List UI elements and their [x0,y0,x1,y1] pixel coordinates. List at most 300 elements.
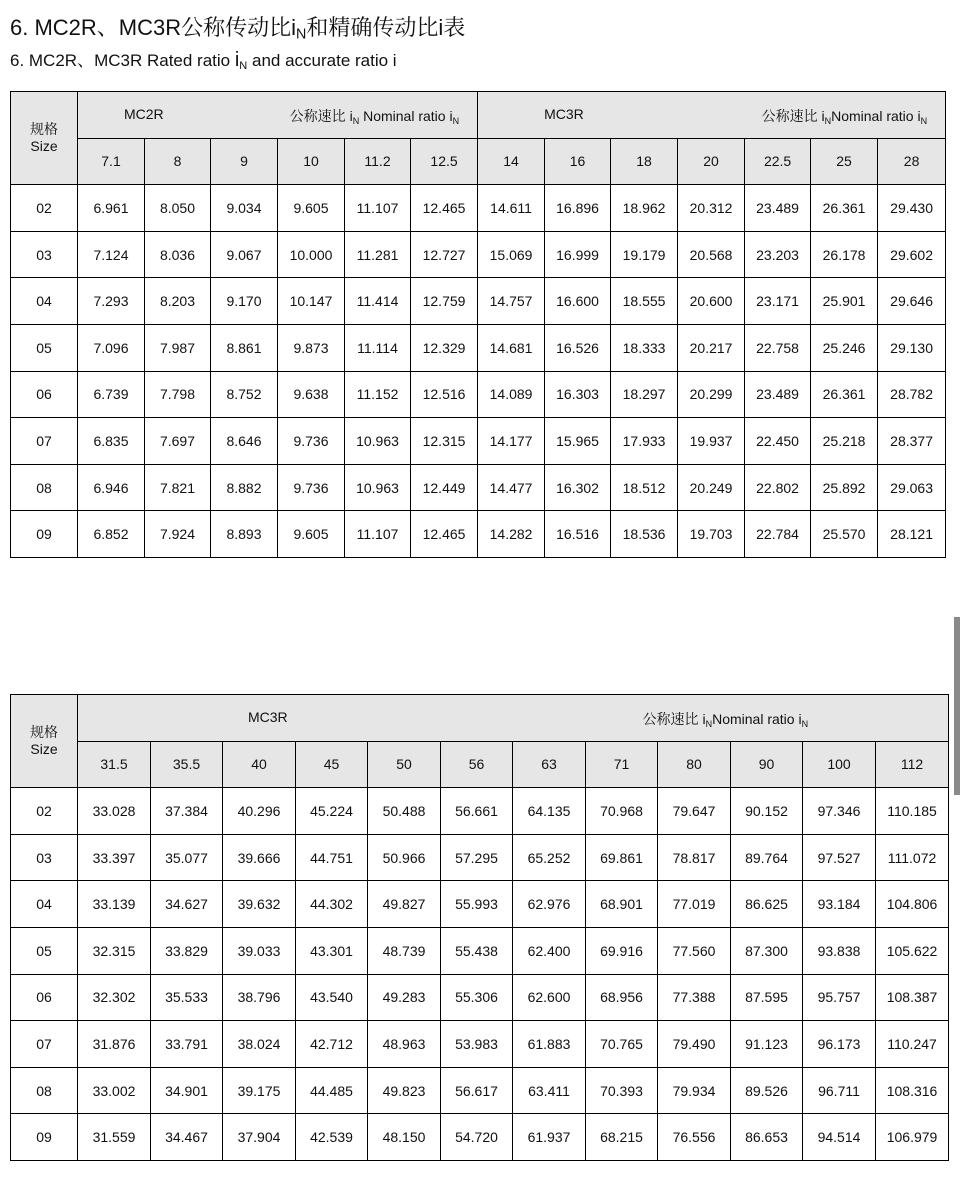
size-header [11,92,78,185]
ratio-value-cell: 68.901 [586,881,658,928]
ratio-value-cell: 11.414 [345,278,411,325]
series-label: MC3R [544,106,584,122]
ratio-value-cell: 9.067 [211,231,278,278]
ratio-value-cell: 31.559 [78,1114,151,1161]
series-label: MC3R [248,709,288,725]
ratio-value-cell: 28.121 [878,511,946,558]
ratio-value-cell: 108.316 [876,1067,949,1114]
ratio-value-cell: 8.752 [211,371,278,418]
ratio-value-cell: 69.861 [586,834,658,881]
nominal-en: Nominal ratio i [712,711,802,727]
ratio-value-cell: 93.838 [803,927,876,974]
ratio-value-cell: 18.297 [611,371,678,418]
ratio-value-cell: 48.963 [368,1021,441,1068]
ratio-value-cell: 25.901 [811,278,878,325]
ratio-value-cell: 86.653 [731,1114,803,1161]
size-label-cn: 规格 [30,724,58,741]
ratio-value-cell: 9.605 [278,185,345,232]
table-row [11,185,946,232]
table-row [11,324,946,371]
ratio-value-cell: 14.177 [478,418,545,465]
ratio-value-cell: 89.526 [731,1067,803,1114]
ratio-value-cell: 32.315 [78,927,151,974]
ratio-value-cell: 50.488 [368,788,441,835]
table-row [11,464,946,511]
ratio-value-cell: 89.764 [731,834,803,881]
nominal-sub: N [705,719,713,729]
ratio-value-cell: 25.570 [811,511,878,558]
ratio-header-cell: 100 [803,741,876,788]
ratio-value-cell: 91.123 [731,1021,803,1068]
ratio-value-cell: 96.173 [803,1021,876,1068]
ratio-value-cell: 9.034 [211,185,278,232]
ratio-value-cell: 18.333 [611,324,678,371]
ratio-value-cell: 14.282 [478,511,545,558]
ratio-value-cell: 7.821 [145,464,211,511]
title-cn-tail: 和精确传动比i表 [306,15,466,40]
ratio-value-cell: 20.249 [678,464,745,511]
ratio-value-cell: 44.302 [296,881,368,928]
ratio-value-cell: 40.296 [223,788,296,835]
ratio-value-cell: 49.823 [368,1067,441,1114]
ratio-value-cell: 56.661 [441,788,513,835]
ratio-value-cell: 16.999 [545,231,611,278]
size-label-en: Size [30,741,58,758]
table-row [11,418,946,465]
ratio-value-cell: 14.757 [478,278,545,325]
group-header-mc3r [478,92,946,139]
ratio-value-cell: 8.861 [211,324,278,371]
ratio-value-cell: 7.096 [78,324,145,371]
ratio-value-cell: 6.739 [78,371,145,418]
ratio-value-cell: 55.306 [441,974,513,1021]
ratio-value-cell: 14.477 [478,464,545,511]
ratio-value-cell: 8.646 [211,418,278,465]
ratio-value-cell: 39.033 [223,927,296,974]
ratio-value-cell: 19.179 [611,231,678,278]
ratio-value-cell: 14.611 [478,185,545,232]
nominal-i: i [821,108,825,124]
ratio-value-cell: 10.963 [345,418,411,465]
ratio-value-cell: 34.627 [151,881,223,928]
ratio-value-cell: 48.150 [368,1114,441,1161]
ratio-value-cell: 32.302 [78,974,151,1021]
nominal-ratio-label [290,106,459,126]
ratio-value-cell: 106.979 [876,1114,949,1161]
ratio-value-cell: 43.540 [296,974,368,1021]
ratio-value-cell: 18.555 [611,278,678,325]
table-row [11,927,949,974]
ratio-header-cell: 56 [441,741,513,788]
table-row [11,788,949,835]
size-label-en: Size [30,138,58,155]
nominal-i: i [702,711,706,727]
ratio-value-cell: 65.252 [513,834,586,881]
ratio-value-cell: 79.934 [658,1067,731,1114]
ratio-value-cell: 35.077 [151,834,223,881]
ratio-value-cell: 26.178 [811,231,878,278]
ratio-value-cell: 16.600 [545,278,611,325]
ratio-value-cell: 87.595 [731,974,803,1021]
ratio-value-cell: 19.703 [678,511,745,558]
ratio-value-cell: 42.539 [296,1114,368,1161]
ratio-value-cell: 17.933 [611,418,678,465]
ratio-value-cell: 23.489 [745,371,811,418]
ratio-value-cell: 50.966 [368,834,441,881]
ratio-header-cell: 71 [586,741,658,788]
ratio-header-cell: 8 [145,138,211,185]
ratio-value-cell: 90.152 [731,788,803,835]
ratio-value-cell: 57.295 [441,834,513,881]
ratio-value-cell: 26.361 [811,185,878,232]
ratio-header-cell: 63 [513,741,586,788]
ratio-value-cell: 105.622 [876,927,949,974]
ratio-header-cell: 25 [811,138,878,185]
ratio-value-cell: 11.107 [345,511,411,558]
ratio-header-row [11,138,946,185]
ratio-value-cell: 64.135 [513,788,586,835]
ratio-header-cell: 112 [876,741,949,788]
ratio-value-cell: 6.852 [78,511,145,558]
size-cell: 05 [11,324,78,371]
ratio-value-cell: 77.019 [658,881,731,928]
ratio-header-row [11,741,949,788]
ratio-value-cell: 9.873 [278,324,345,371]
ratio-value-cell: 20.299 [678,371,745,418]
ratio-value-cell: 15.965 [545,418,611,465]
nominal-ratio-label [643,709,809,729]
ratio-value-cell: 11.281 [345,231,411,278]
nominal-en: Nominal ratio i [359,108,453,124]
ratio-value-cell: 33.139 [78,881,151,928]
ratio-value-cell: 25.218 [811,418,878,465]
ratio-value-cell: 20.312 [678,185,745,232]
ratio-value-cell: 9.605 [278,511,345,558]
ratio-header-cell: 80 [658,741,731,788]
ratio-value-cell: 9.736 [278,418,345,465]
ratio-header-cell: 7.1 [78,138,145,185]
ratio-value-cell: 16.896 [545,185,611,232]
table-row [11,834,949,881]
size-cell: 06 [11,974,78,1021]
ratio-value-cell: 62.400 [513,927,586,974]
table-row [11,371,946,418]
ratio-value-cell: 63.411 [513,1067,586,1114]
ratio-value-cell: 8.882 [211,464,278,511]
ratio-value-cell: 45.224 [296,788,368,835]
ratio-value-cell: 9.736 [278,464,345,511]
ratio-header-cell: 90 [731,741,803,788]
ratio-header-cell: 14 [478,138,545,185]
ratio-value-cell: 16.526 [545,324,611,371]
size-cell: 07 [11,418,78,465]
ratio-value-cell: 20.568 [678,231,745,278]
ratio-value-cell: 12.465 [411,511,478,558]
ratio-value-cell: 7.924 [145,511,211,558]
nominal-sub2: N [452,116,460,126]
ratio-value-cell: 104.806 [876,881,949,928]
ratio-value-cell: 70.968 [586,788,658,835]
size-cell: 07 [11,1021,78,1068]
ratio-value-cell: 38.796 [223,974,296,1021]
nominal-cn: 公称速比 [642,711,703,727]
ratio-value-cell: 33.397 [78,834,151,881]
ratio-value-cell: 77.560 [658,927,731,974]
ratio-header-cell: 16 [545,138,611,185]
ratio-value-cell: 29.646 [878,278,946,325]
ratio-value-cell: 8.036 [145,231,211,278]
title-en-main: 6. MC2R、MC3R Rated ratio [10,51,235,70]
ratio-value-cell: 12.727 [411,231,478,278]
ratio-value-cell: 9.638 [278,371,345,418]
ratio-table-1 [10,91,946,558]
group-header-mc2r [78,92,478,139]
ratio-header-cell: 40 [223,741,296,788]
size-header [11,695,78,788]
ratio-value-cell: 94.514 [803,1114,876,1161]
ratio-value-cell: 12.759 [411,278,478,325]
ratio-value-cell: 6.961 [78,185,145,232]
ratio-value-cell: 87.300 [731,927,803,974]
table-row [11,881,949,928]
group-header-mc3r [78,695,949,742]
ratio-value-cell: 12.465 [411,185,478,232]
ratio-value-cell: 31.876 [78,1021,151,1068]
size-cell: 08 [11,464,78,511]
ratio-value-cell: 28.782 [878,371,946,418]
ratio-value-cell: 34.467 [151,1114,223,1161]
ratio-value-cell: 78.817 [658,834,731,881]
ratio-value-cell: 6.835 [78,418,145,465]
ratio-value-cell: 39.175 [223,1067,296,1114]
ratio-value-cell: 23.489 [745,185,811,232]
ratio-value-cell: 34.901 [151,1067,223,1114]
nominal-sub: N [824,116,832,126]
ratio-value-cell: 33.002 [78,1067,151,1114]
ratio-value-cell: 15.069 [478,231,545,278]
ratio-value-cell: 38.024 [223,1021,296,1068]
page-scrollbar[interactable] [954,617,960,795]
ratio-value-cell: 12.449 [411,464,478,511]
ratio-value-cell: 79.647 [658,788,731,835]
ratio-value-cell: 7.293 [78,278,145,325]
ratio-table-2 [10,694,949,1161]
ratio-header-cell: 28 [878,138,946,185]
ratio-value-cell: 68.956 [586,974,658,1021]
ratio-value-cell: 7.987 [145,324,211,371]
size-cell: 03 [11,231,78,278]
size-label-cn: 规格 [30,121,58,138]
size-cell: 04 [11,881,78,928]
size-cell: 06 [11,371,78,418]
table-row [11,1067,949,1114]
table-row [11,231,946,278]
ratio-header-cell: 11.2 [345,138,411,185]
size-cell: 02 [11,185,78,232]
ratio-value-cell: 55.993 [441,881,513,928]
ratio-value-cell: 33.791 [151,1021,223,1068]
ratio-value-cell: 16.303 [545,371,611,418]
ratio-value-cell: 55.438 [441,927,513,974]
nominal-cn: 公称速比 [761,108,822,124]
title-en-subscript: N [239,59,248,72]
ratio-value-cell: 33.028 [78,788,151,835]
size-cell: 08 [11,1067,78,1114]
size-cell: 04 [11,278,78,325]
ratio-value-cell: 37.904 [223,1114,296,1161]
ratio-value-cell: 33.829 [151,927,223,974]
ratio-value-cell: 8.893 [211,511,278,558]
size-cell: 09 [11,1114,78,1161]
nominal-i: i [349,108,353,124]
ratio-header-cell: 45 [296,741,368,788]
ratio-value-cell: 19.937 [678,418,745,465]
ratio-value-cell: 29.130 [878,324,946,371]
ratio-value-cell: 12.315 [411,418,478,465]
ratio-value-cell: 53.983 [441,1021,513,1068]
ratio-value-cell: 12.516 [411,371,478,418]
ratio-value-cell: 42.712 [296,1021,368,1068]
ratio-value-cell: 44.485 [296,1067,368,1114]
ratio-header-cell: 50 [368,741,441,788]
table-row [11,278,946,325]
ratio-value-cell: 97.346 [803,788,876,835]
ratio-value-cell: 20.600 [678,278,745,325]
page-title-en [10,48,397,78]
title-cn-main: 6. MC2R、MC3R公称传动比i [10,15,297,40]
nominal-sub2: N [920,116,928,126]
ratio-value-cell: 23.171 [745,278,811,325]
ratio-value-cell: 110.185 [876,788,949,835]
ratio-value-cell: 39.666 [223,834,296,881]
page-title-cn [10,14,465,49]
ratio-value-cell: 95.757 [803,974,876,1021]
ratio-value-cell: 11.107 [345,185,411,232]
size-cell: 09 [11,511,78,558]
ratio-value-cell: 62.976 [513,881,586,928]
ratio-value-cell: 14.089 [478,371,545,418]
ratio-value-cell: 11.114 [345,324,411,371]
ratio-value-cell: 35.533 [151,974,223,1021]
ratio-value-cell: 16.302 [545,464,611,511]
ratio-value-cell: 12.329 [411,324,478,371]
size-cell: 02 [11,788,78,835]
ratio-header-cell: 9 [211,138,278,185]
ratio-header-cell: 22.5 [745,138,811,185]
ratio-value-cell: 28.377 [878,418,946,465]
ratio-value-cell: 29.063 [878,464,946,511]
ratio-value-cell: 111.072 [876,834,949,881]
table-row [11,1021,949,1068]
ratio-value-cell: 26.361 [811,371,878,418]
ratio-value-cell: 86.625 [731,881,803,928]
ratio-value-cell: 9.170 [211,278,278,325]
ratio-value-cell: 7.798 [145,371,211,418]
size-cell: 03 [11,834,78,881]
ratio-header-cell: 20 [678,138,745,185]
ratio-value-cell: 7.697 [145,418,211,465]
ratio-value-cell: 96.711 [803,1067,876,1114]
ratio-value-cell: 37.384 [151,788,223,835]
nominal-cn: 公称速比 [289,108,350,124]
ratio-value-cell: 49.827 [368,881,441,928]
nominal-sub2: N [801,719,809,729]
nominal-sub: N [352,116,360,126]
ratio-value-cell: 14.681 [478,324,545,371]
ratio-value-cell: 22.450 [745,418,811,465]
nominal-en: Nominal ratio i [831,108,921,124]
ratio-value-cell: 8.050 [145,185,211,232]
title-en-tail: and accurate ratio i [247,51,397,70]
table-row [11,974,949,1021]
ratio-value-cell: 16.516 [545,511,611,558]
ratio-value-cell: 25.246 [811,324,878,371]
ratio-value-cell: 93.184 [803,881,876,928]
ratio-value-cell: 43.301 [296,927,368,974]
ratio-value-cell: 61.883 [513,1021,586,1068]
ratio-value-cell: 25.892 [811,464,878,511]
ratio-value-cell: 69.916 [586,927,658,974]
ratio-value-cell: 97.527 [803,834,876,881]
title-en-i: i [234,49,240,71]
ratio-value-cell: 18.536 [611,511,678,558]
ratio-value-cell: 79.490 [658,1021,731,1068]
ratio-value-cell: 10.963 [345,464,411,511]
ratio-value-cell: 18.512 [611,464,678,511]
ratio-value-cell: 62.600 [513,974,586,1021]
ratio-header-cell: 35.5 [151,741,223,788]
ratio-header-cell: 31.5 [78,741,151,788]
ratio-value-cell: 76.556 [658,1114,731,1161]
table-row [11,1114,949,1161]
ratio-value-cell: 108.387 [876,974,949,1021]
ratio-value-cell: 49.283 [368,974,441,1021]
ratio-value-cell: 70.765 [586,1021,658,1068]
ratio-value-cell: 10.000 [278,231,345,278]
ratio-value-cell: 8.203 [145,278,211,325]
ratio-value-cell: 44.751 [296,834,368,881]
ratio-value-cell: 70.393 [586,1067,658,1114]
size-cell: 05 [11,927,78,974]
ratio-header-cell: 10 [278,138,345,185]
ratio-header-cell: 12.5 [411,138,478,185]
series-label: MC2R [124,106,164,122]
ratio-header-cell: 18 [611,138,678,185]
ratio-value-cell: 22.802 [745,464,811,511]
ratio-value-cell: 48.739 [368,927,441,974]
ratio-value-cell: 54.720 [441,1114,513,1161]
ratio-value-cell: 11.152 [345,371,411,418]
title-cn-subscript: N [296,26,307,43]
ratio-value-cell: 56.617 [441,1067,513,1114]
ratio-value-cell: 29.430 [878,185,946,232]
nominal-ratio-label [762,106,928,126]
ratio-value-cell: 77.388 [658,974,731,1021]
ratio-value-cell: 110.247 [876,1021,949,1068]
ratio-value-cell: 23.203 [745,231,811,278]
ratio-value-cell: 29.602 [878,231,946,278]
ratio-value-cell: 22.758 [745,324,811,371]
table-row [11,511,946,558]
ratio-value-cell: 18.962 [611,185,678,232]
ratio-value-cell: 39.632 [223,881,296,928]
ratio-value-cell: 10.147 [278,278,345,325]
ratio-value-cell: 7.124 [78,231,145,278]
ratio-value-cell: 68.215 [586,1114,658,1161]
ratio-value-cell: 61.937 [513,1114,586,1161]
ratio-value-cell: 20.217 [678,324,745,371]
ratio-value-cell: 22.784 [745,511,811,558]
